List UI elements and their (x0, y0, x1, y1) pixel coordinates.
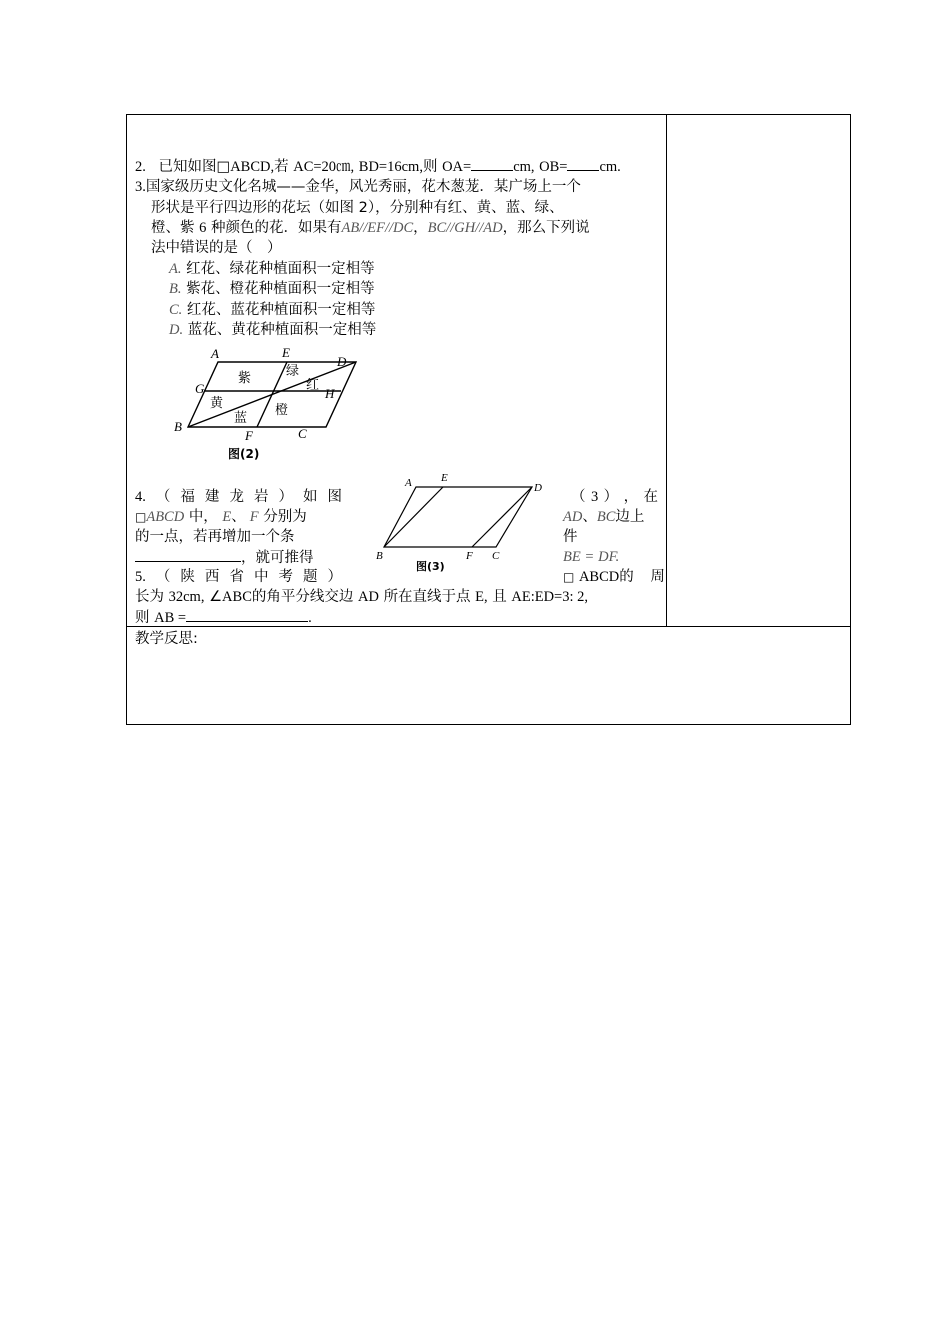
question-4-line-2-right (563, 507, 644, 527)
fig3-label-d: D (534, 482, 542, 494)
q4-char: （ (155, 489, 171, 505)
question-5-line-1-left (135, 567, 342, 587)
q3-parallel-2: BC//GH//AD (427, 220, 503, 236)
q5-text: 的 (619, 569, 634, 585)
q2-text: 已知如图 (158, 159, 217, 175)
q5-text: 长为 (135, 589, 164, 605)
q4-point-e: E (222, 509, 232, 525)
q5-text: 所在直线于点 (383, 589, 471, 605)
fig2-region-cheng: 橙 (275, 402, 289, 417)
fig2-region-lv: 绿 (286, 363, 300, 378)
question-5-line-2 (135, 587, 588, 607)
q4-text: 中， (188, 509, 218, 525)
q5-char: 考 (278, 569, 293, 585)
fig2-label-f: F (245, 428, 253, 443)
q5-text: 且 (492, 589, 507, 605)
q4-point-f: F (249, 509, 259, 525)
q5-char: ） (327, 569, 342, 585)
question-4-line-3-right (563, 527, 578, 547)
option-text: 蓝花、黄花种植面积一定相等 (187, 322, 377, 338)
q4-text: 的一点，若再增加一个条 (135, 529, 295, 545)
q5-char: 中 (253, 569, 269, 585)
option-letter: B. (169, 281, 182, 297)
figure-3-diagram (370, 470, 550, 576)
q5-char: 陕 (180, 569, 195, 585)
reflection-label-text: 教学反思: (135, 631, 198, 647)
q4-abcd: ABCD (146, 509, 185, 525)
q2-text: 若 (274, 159, 289, 175)
question-3-line-3 (151, 218, 590, 238)
q2-unit: cm. (599, 159, 621, 175)
q2-unit: cm, (513, 159, 535, 175)
q4-char: 在 (643, 489, 658, 505)
q4-be: BE (563, 549, 581, 565)
question-4-line-4-left (135, 547, 314, 568)
question-4-line-1-left (135, 487, 342, 507)
q5-text: . (308, 610, 312, 626)
fig2-label-h: H (325, 386, 335, 401)
q4-char: 岩 (253, 489, 269, 505)
fig3-label-f: F (466, 550, 473, 562)
question-4-line-1-right (571, 487, 658, 507)
parallelogram-symbol: □ (216, 159, 231, 175)
fig2-region-hong: 红 (306, 377, 320, 392)
q5-ad: AD (358, 589, 379, 605)
fig3-parallelogram (384, 487, 532, 547)
teaching-reflection-label (135, 629, 198, 649)
q4-char: 3 (590, 489, 599, 505)
fig2-label-e: E (282, 345, 290, 360)
q2-ac: AC=20㎝, (293, 159, 355, 175)
question-5-line-3 (135, 607, 312, 628)
q2-shape: ABCD, (230, 159, 275, 175)
q4-text: 、 (231, 509, 246, 525)
option-text: 红花、蓝花种植面积一定相等 (186, 302, 376, 318)
fig2-label-c: C (298, 426, 307, 441)
q5-char: 西 (204, 569, 220, 585)
option-a[interactable] (169, 259, 375, 279)
q5-point-e: E, (475, 589, 488, 605)
q3-text: ， (413, 220, 428, 236)
q4-char: ） (278, 489, 293, 505)
option-letter: C. (169, 302, 183, 318)
answer-blank-oa[interactable] (471, 156, 513, 171)
q3-number: 6 (199, 220, 207, 236)
q5-text: 周 (650, 569, 665, 585)
q4-ad: AD (563, 509, 583, 525)
q4-equals: = (585, 549, 594, 565)
fig2-label-g: G (195, 381, 205, 396)
q4-text: 分别为 (263, 509, 307, 525)
fig2-region-lan: 蓝 (234, 410, 248, 425)
question-number: 4. (135, 489, 146, 505)
q4-char: （ (571, 489, 586, 505)
q4-char: 建 (204, 489, 220, 505)
q5-text: 的角平分线交边 (251, 589, 354, 605)
q2-text: 则 (422, 159, 438, 175)
fig2-label-b: B (174, 419, 182, 434)
q4-char: 如 (302, 489, 318, 505)
fig3-line-be (384, 487, 443, 547)
q3-text: 法中错误的是（ ） (151, 240, 282, 256)
q4-char: 图 (327, 489, 342, 505)
q4-df: DF. (598, 549, 620, 565)
fig2-region-huang: 黄 (210, 395, 224, 410)
table-column-divider (666, 114, 667, 627)
q4-char: 福 (180, 489, 195, 505)
teaching-reflection-area[interactable] (127, 650, 849, 724)
answer-blank-ob[interactable] (567, 156, 599, 171)
option-d[interactable] (169, 320, 376, 340)
q2-oa: OA= (442, 159, 472, 175)
option-text: 红花、绿花种植面积一定相等 (186, 261, 375, 277)
q3-text: 国家级历史文化名城——金华，风光秀丽，花木葱茏．某广场上一个 (145, 179, 581, 195)
question-3-line-4 (151, 238, 282, 258)
q4-text: ，就可推得 (241, 550, 314, 566)
q5-abcd: ABCD (578, 569, 620, 585)
q3-text: ，那么下列说 (502, 220, 590, 236)
q2-ob: OB= (539, 159, 568, 175)
question-2 (135, 156, 621, 177)
question-4-line-4-right (563, 547, 619, 567)
q5-char: 题 (302, 569, 318, 585)
answer-blank-ab[interactable] (186, 607, 308, 622)
q5-angle: ∠ABC (209, 589, 252, 605)
question-5-line-1-right (563, 567, 665, 587)
q5-ratio: AE:ED=3: 2, (511, 589, 589, 605)
q3-text: 形状是平行四边形的花坛（如图 2），分别种有红、黄、蓝、绿、 (151, 200, 564, 216)
q5-char: 省 (229, 569, 244, 585)
question-number: 5. (135, 569, 146, 585)
question-3-line-1 (135, 177, 581, 197)
figure-2-diagram (170, 344, 370, 466)
q4-text: 边上 (615, 509, 645, 525)
q4-char: ， (623, 489, 639, 505)
q5-ab: AB = (154, 610, 187, 626)
option-text: 紫花、橙花种植面积一定相等 (186, 281, 375, 297)
q4-char: 龙 (229, 489, 244, 505)
parallelogram-symbol: □ (563, 570, 575, 584)
option-letter: A. (169, 261, 182, 277)
question-4-line-2-left (135, 507, 307, 527)
question-4-line-3-left (135, 527, 295, 547)
answer-blank-condition[interactable] (135, 547, 241, 562)
q4-bc: BC (596, 509, 616, 525)
option-letter: D. (169, 322, 184, 338)
parallelogram-symbol: □ (135, 510, 147, 524)
fig3-label-a: A (405, 477, 412, 489)
question-number: 2. (135, 159, 146, 175)
q4-text: 件 (563, 529, 578, 545)
q3-text: 橙、紫 (151, 220, 195, 236)
q3-parallel-1: AB//EF//DC (341, 220, 414, 236)
q2-bd: BD=16cm, (358, 159, 423, 175)
fig3-label-e: E (441, 472, 448, 484)
q5-perimeter: 32cm, (168, 589, 205, 605)
fig2-region-zi: 紫 (238, 370, 252, 385)
fig3-label-b: B (376, 550, 383, 562)
question-number: 3. (135, 179, 146, 195)
fig3-label-c: C (492, 550, 500, 562)
q5-text: 则 (135, 610, 150, 626)
fig3-caption: 图(3) (416, 560, 445, 573)
option-c[interactable] (169, 300, 375, 320)
q3-text: 种颜色的花．如果有 (210, 220, 342, 236)
fig2-label-d: D (337, 354, 347, 369)
q4-text: 、 (582, 509, 597, 525)
fig2-caption: 图(2) (228, 447, 260, 461)
question-3-line-2 (151, 198, 564, 218)
option-b[interactable] (169, 279, 375, 299)
q5-char: （ (155, 569, 171, 585)
fig2-label-a: A (211, 346, 219, 361)
q4-char: ） (603, 489, 619, 505)
